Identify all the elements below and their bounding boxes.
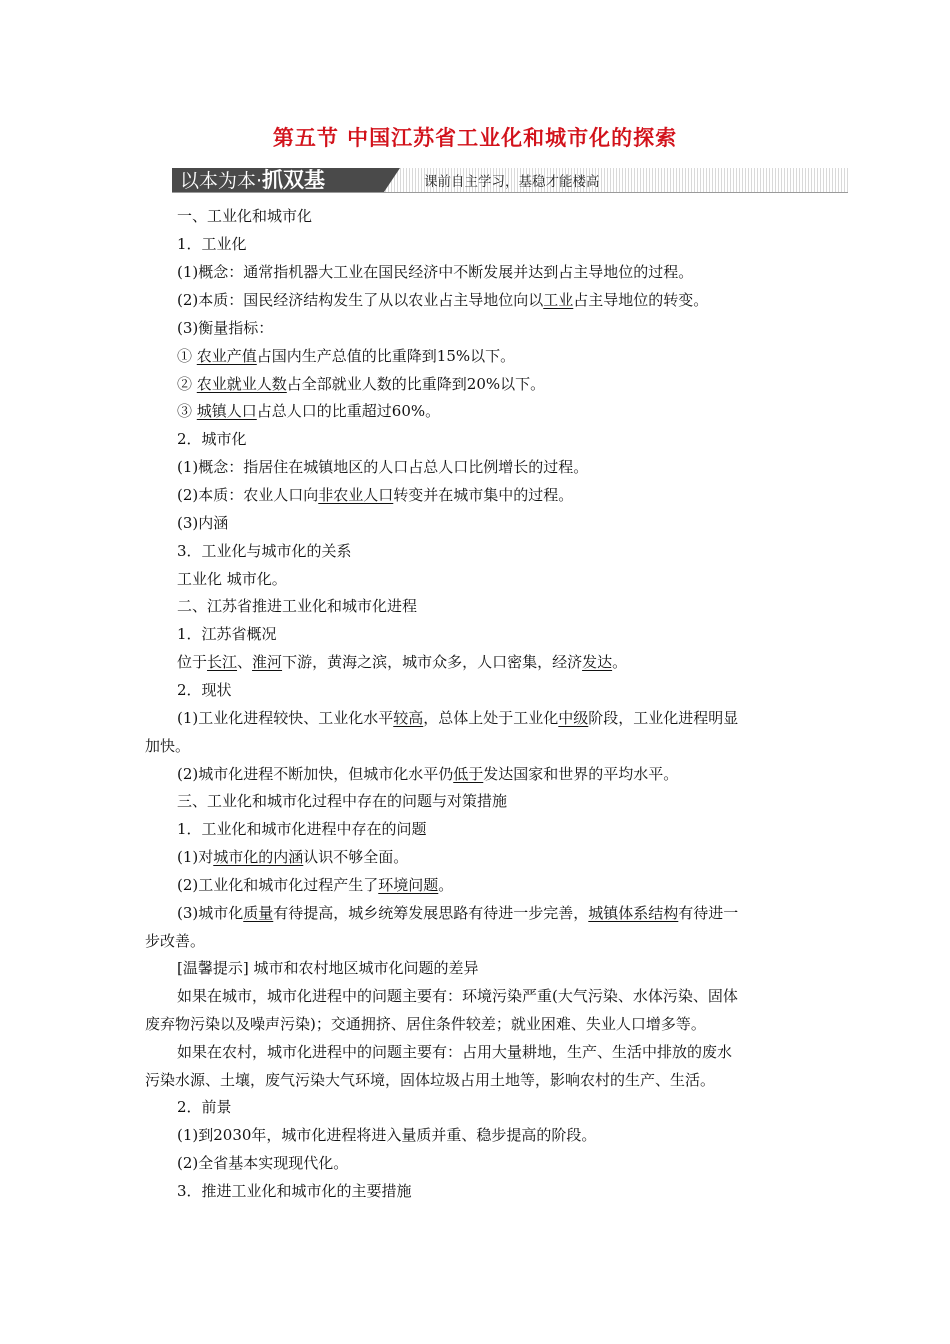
text-line [177,904,738,922]
text-segment: 占全部就业人数的比重降到20%以下。 [286,375,546,393]
text-line [177,458,588,476]
text-line [177,876,453,894]
text-line [177,542,352,560]
text-line [177,1043,732,1061]
text-line [177,792,507,810]
text-segment: ① [177,347,197,365]
underlined-answer: 发达 [582,653,613,671]
text-segment: 1．工业化 [177,235,247,253]
text-segment: 、 [237,653,253,671]
underlined-answer: 非农业人口 [318,486,394,504]
text-line [177,1182,412,1200]
underlined-answer: 城市化的内涵 [213,848,304,866]
text-line [177,765,678,783]
underlined-answer: 淮河 [252,653,283,671]
text-segment: (2)本质：国民经济结构发生了从以农业占主导地位向以 [177,291,544,309]
text-segment: 一、工业化和城市化 [177,207,313,225]
underlined-answer: 工业 [543,291,574,309]
text-segment: 阶段，工业化进程明显 [588,709,739,727]
text-segment: 如果在农村，城市化进程中的问题主要有：占用大量耕地，生产、生活中排放的废水 [177,1043,733,1061]
text-segment: (2)城市化进程不断加快，但城市化水平仍 [177,765,454,783]
underlined-answer: 较高 [393,709,424,727]
text-segment: 认识不够全面。 [303,848,409,866]
text-segment: 步改善。 [145,932,206,950]
underlined-answer: 城镇人口 [196,402,257,420]
text-line [177,1098,232,1116]
text-segment: 2．前景 [177,1098,232,1116]
text-line [177,681,232,699]
text-segment: 三、工业化和城市化过程中存在的问题与对策措施 [177,792,508,810]
text-line [177,1126,596,1144]
text-segment: 加快。 [145,737,191,755]
text-segment: 废弃物污染以及噪声污染)；交通拥挤、居住条件较差；就业困难、失业人口增多等。 [145,1015,706,1033]
text-segment: 1．工业化和城市化进程中存在的问题 [177,820,427,838]
text-segment: (3)内涵 [177,514,229,532]
text-line [177,375,545,393]
text-segment: 发达国家和世界的平均水平。 [483,765,679,783]
text-segment: 如果在城市，城市化进程中的问题主要有：环境污染严重(大气污染、水体污染、固体 [177,987,738,1005]
text-segment: 工业化 城市化。 [177,570,287,588]
underlined-answer: 低于 [453,765,484,783]
text-segment: (1)对 [177,848,214,866]
text-line [177,848,408,866]
text-line [177,514,228,532]
text-line [177,319,273,337]
text-line [177,402,440,420]
text-segment: 。 [438,876,454,894]
text-line [177,263,693,281]
text-line [177,1154,348,1172]
text-segment: 位于 [177,653,208,671]
text-line [145,932,205,950]
text-segment: (2)全省基本实现现代化。 [177,1154,349,1172]
banner-arrow-shape [384,168,400,192]
text-segment: 污染水源、土壤，废气污染大气环境，固体垃圾占用土地等，影响农村的生产、生活。 [145,1071,716,1089]
text-line [145,737,190,755]
banner-label-a: 以本为本· [180,170,263,192]
page-title: 第五节 中国江苏省工业化和城市化的探索 [272,126,678,150]
underlined-answer: 长江 [207,653,238,671]
text-segment: 占总人口的比重超过60%。 [256,402,441,420]
underlined-answer: 农业产值 [196,347,257,365]
text-segment: 二、江苏省推进工业化和城市化进程 [177,597,418,615]
text-line [177,709,738,727]
text-line [177,235,247,253]
text-segment: 有待提高，城乡统筹发展思路有待进一步完善， [273,904,589,922]
text-segment: ，总体上处于工业化 [423,709,559,727]
underlined-answer: 质量 [243,904,274,922]
banner-subtitle: 课前自主学习，基稳才能楼高 [424,174,600,190]
underlined-answer: 农业就业人数 [196,375,287,393]
text-line [177,291,708,309]
text-line [177,430,247,448]
text-line [145,1071,715,1089]
text-segment: (1)概念：指居住在城镇地区的人口占总人口比例增长的过程。 [177,458,589,476]
text-line [177,207,312,225]
text-segment: (1)工业化进程较快、工业化水平 [177,709,394,727]
text-segment: 有待进一 [678,904,739,922]
text-segment: (3)衡量指标： [177,319,274,337]
text-line [177,486,573,504]
text-segment: 2．现状 [177,681,232,699]
text-line [177,987,738,1005]
text-line [177,347,515,365]
text-segment: (2)工业化和城市化过程产生了 [177,876,379,894]
text-line [177,653,627,671]
text-segment: (1)到2030年，城市化进程将进入量质并重、稳步提高的阶段。 [177,1126,597,1144]
text-segment: 下游，黄海之滨，城市众多，人口密集，经济 [282,653,583,671]
text-segment: ② [177,375,197,393]
text-segment: 1．江苏省概况 [177,625,277,643]
text-segment: 2．城市化 [177,430,247,448]
text-line [145,1015,706,1033]
text-line [177,597,417,615]
text-segment: (2)本质：农业人口向 [177,486,319,504]
text-line [177,570,287,588]
text-segment: [温馨提示] 城市和农村地区城市化问题的差异 [177,959,479,977]
banner-label-b: 抓双基 [262,168,326,192]
text-segment: 转变并在城市集中的过程。 [393,486,574,504]
banner-label [172,168,384,192]
text-segment: 3．推进工业化和城市化的主要措施 [177,1182,412,1200]
text-segment: 。 [612,653,628,671]
text-segment: ③ [177,402,197,420]
section-banner [172,168,848,193]
text-line [177,959,478,977]
text-line [177,625,277,643]
text-line [177,820,427,838]
text-segment: (1)概念：通常指机器大工业在国民经济中不断发展并达到占主导地位的过程。 [177,263,694,281]
underlined-answer: 环境问题 [378,876,439,894]
underlined-answer: 中级 [558,709,589,727]
underlined-answer: 城镇体系结构 [588,904,679,922]
text-segment: (3)城市化 [177,904,244,922]
text-segment: 占国内生产总值的比重降到15%以下。 [256,347,516,365]
text-segment: 3．工业化与城市化的关系 [177,542,352,560]
text-segment: 占主导地位的转变。 [573,291,709,309]
